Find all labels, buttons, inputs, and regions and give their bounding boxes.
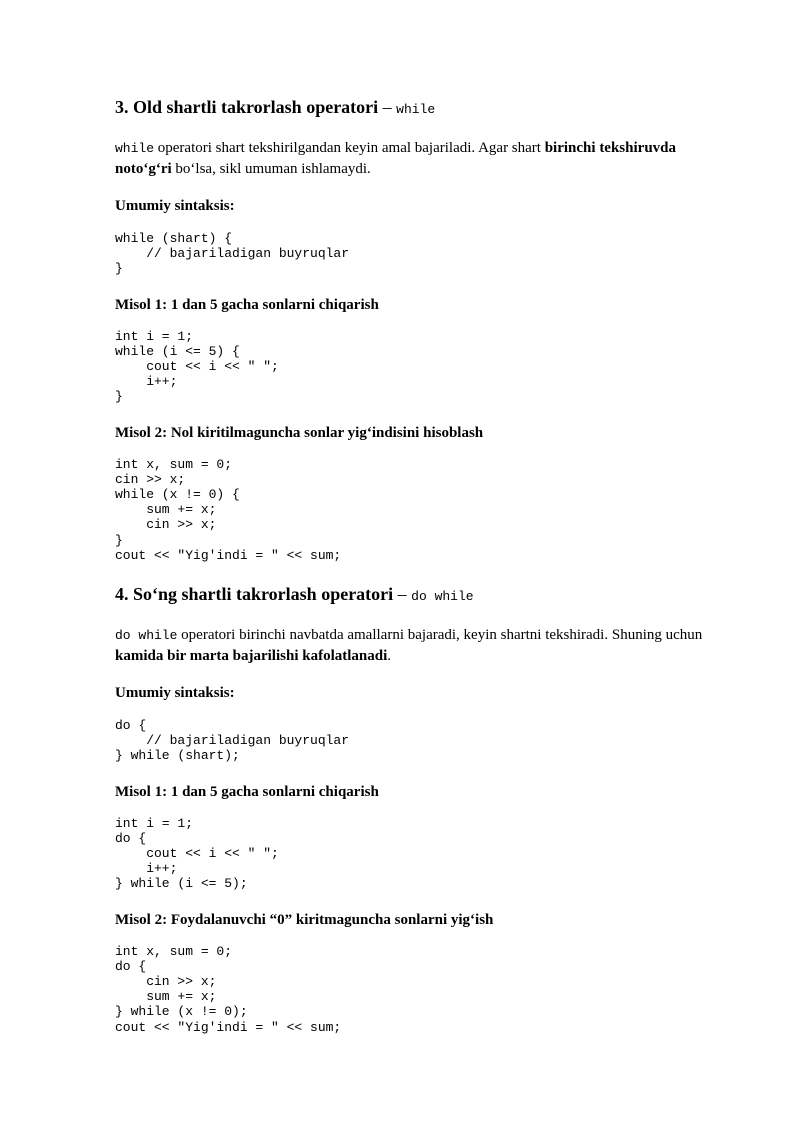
section-3-dash: – <box>378 97 397 117</box>
section-3-keyword: while <box>396 102 436 117</box>
section-4-example-1-heading: Misol 1: 1 dan 5 gacha sonlarni chiqarish <box>115 783 379 800</box>
section-4-example-2-code: int x, sum = 0; do { cin >> x; sum += x; } while (x != 0); cout << "Yig'indi = " << sum; <box>115 943 342 1035</box>
section-4-example-1-code: int i = 1; do { cout << i << " "; i++; } while (i <= 5); <box>115 815 279 892</box>
section-4-para-text1: operatori birinchi navbatda amallarni bajaradi, keyin shartni tekshiradi. Shuning uchun <box>177 627 703 644</box>
section-3-para-text2: bo‘lsa, sikl umuman ishlamaydi. <box>171 161 371 177</box>
section-3-syntax-heading: Umumiy sintaksis: <box>115 198 235 214</box>
section-3-example-1-heading: Misol 1: 1 dan 5 gacha sonlarni chiqarish <box>115 296 379 313</box>
section-3-para-bold: birinchi tekshiruvda noto‘g‘ri <box>115 140 676 177</box>
section-4-para-bold: kamida bir marta bajarilishi kafolatlanadi <box>115 648 388 665</box>
section-4-title: 4. So‘ng shartli takrorlash operatori <box>115 584 394 605</box>
section-4-dash: – <box>393 584 412 605</box>
section-4-heading <box>115 583 725 608</box>
section-4-para-text2: . <box>387 648 392 665</box>
section-4-example-2-heading: Misol 2: Foydalanuvchi “0” kiritmaguncha sonlarni yig‘ish <box>115 911 494 928</box>
section-3-para-code: while <box>115 141 155 156</box>
section-3-heading <box>115 96 725 121</box>
section-4-syntax-code: do { // bajariladigan buyruqlar } while (shart); <box>115 718 350 764</box>
section-3-example-2-code: int x, sum = 0; cin >> x; while (x != 0) { sum += x; cin >> x; } cout << "Yig'indi = " << sum; <box>115 456 342 563</box>
section-4-para-code: do while <box>115 628 178 644</box>
section-4-keyword: do while <box>411 589 474 605</box>
section-3-example-1-code: int i = 1; while (i <= 5) { cout << i << " "; i++; } <box>115 328 279 405</box>
section-3-title: 3. Old shartli takrorlash operatori <box>115 97 379 117</box>
section-3-paragraph <box>115 138 725 179</box>
section-3-example-2-heading: Misol 2: Nol kiritilmaguncha sonlar yig‘indisini hisoblash <box>115 424 484 441</box>
section-3-syntax-code: while (shart) { // bajariladigan buyruqlar } <box>115 231 350 277</box>
section-4-syntax-heading: Umumiy sintaksis: <box>115 685 235 702</box>
section-4-paragraph <box>115 625 725 666</box>
section-3-para-text1: operatori shart tekshirilgandan keyin amal bajariladi. Agar shart <box>154 140 545 156</box>
document-page <box>115 96 725 1035</box>
